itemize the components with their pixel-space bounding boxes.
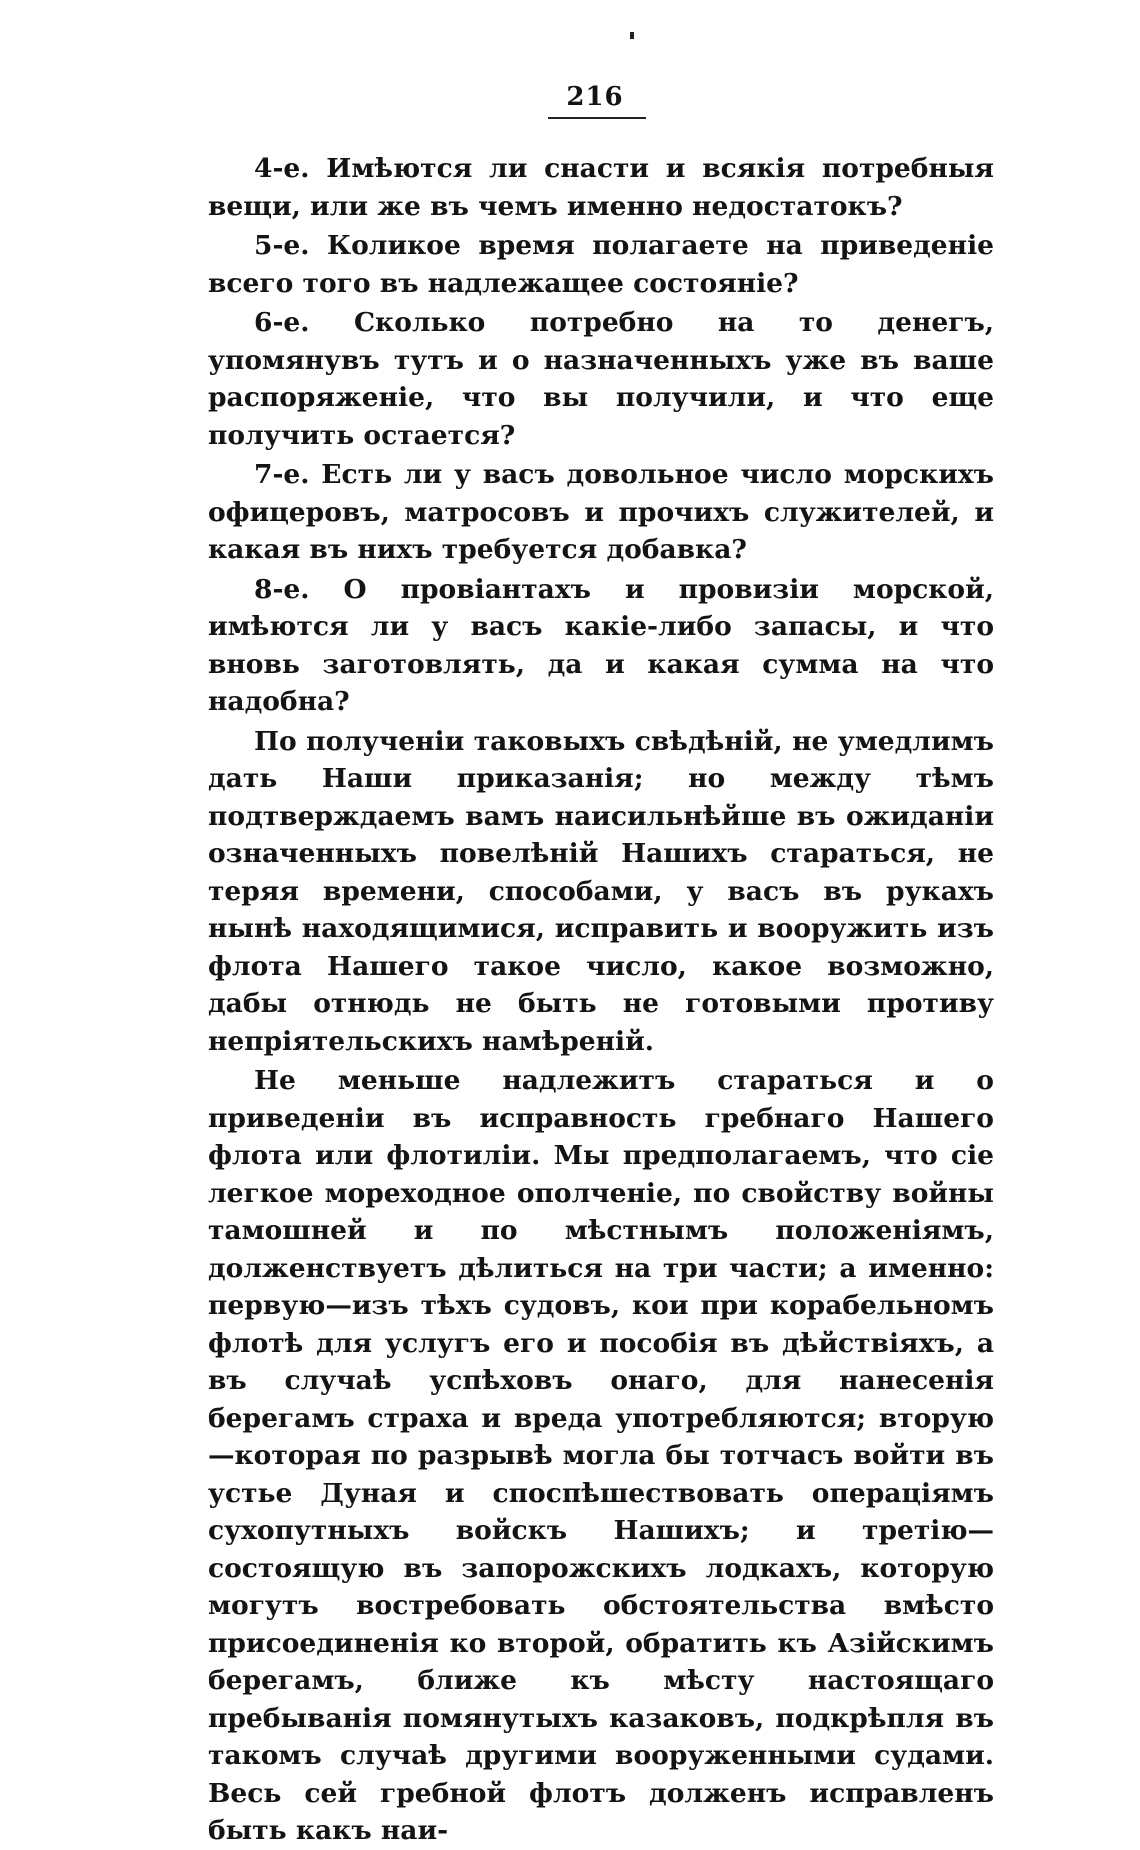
- paragraph-question-4: 4-е. Имѣются ли снасти и всякія потребныя вещи, или же въ чемъ именно недостатокъ?: [208, 153, 994, 222]
- print-speck: [630, 32, 634, 39]
- paragraph-question-6: 6-е. Сколько потребно на то денегъ, упомянувъ тутъ и о назначенныхъ уже въ ваше распоряженіе, что вы получили, и что еще получить остается?: [208, 307, 994, 451]
- paragraph-question-7: 7-е. Есть ли у васъ довольное число морскихъ офицеровъ, матросовъ и прочихъ служителей, и какая въ нихъ требуется добавка?: [208, 459, 994, 565]
- paragraph-question-5: 5-е. Коликое время полагаете на приведеніе всего того въ надлежащее состояніе?: [208, 230, 994, 299]
- paragraph-question-8: 8-е. О провіантахъ и провизіи морской, имѣются ли у васъ какіе-либо запасы, и что вновь заготовлять, да и какая сумма на что надобна?: [208, 573, 994, 717]
- paragraph-rowing-fleet: Не меньше надлежитъ стараться и о приведеніи въ исправность гребнаго Нашего флота или флотиліи. Мы предполагаемъ, что сіе легкое мореходное ополченіе, по свойству войны тамошней и по мѣстнымъ положеніямъ, долженствуетъ дѣлиться на три части; а именно: первую—изъ тѣхъ судовъ, кои при корабельномъ флотѣ для услугъ его и пособія въ дѣйствіяхъ, а въ случаѣ успѣховъ онаго, для нанесенія берегамъ страха и вреда употребляются; вторую—которая по разрывѣ могла бы тотчасъ войти въ устье Дуная и споспѣшествовать операціямъ сухопутныхъ войскъ Нашихъ; и третію—состоящую въ запорожскихъ лодкахъ, которую могутъ востребовать обстоятельства вмѣсто присоединенія ко второй, обратить къ Азійскимъ берегамъ, ближе къ мѣсту настоящаго пребыванія помянутыхъ казаковъ, подкрѣпля въ такомъ случаѣ другими вооруженными судами. Весь сей гребной флотъ долженъ исправленъ быть какъ наи-: [208, 1065, 994, 1846]
- text-body: [208, 150, 994, 1850]
- page-number-underline: [548, 117, 646, 119]
- page-number: 216: [566, 82, 624, 112]
- paragraph-instructions: По полученіи таковыхъ свѣдѣній, не умедлимъ дать Наши приказанія; но между тѣмъ подтверждаемъ вамъ наисильнѣйше въ ожиданіи означенныхъ повелѣній Нашихъ стараться, не теряя времени, способами, у васъ въ рукахъ нынѣ находящимися, исправить и вооружить изъ флота Нашего такое число, какое возможно, дабы отнюдь не быть не готовыми противу непріятельскихъ намѣреній.: [208, 725, 994, 1057]
